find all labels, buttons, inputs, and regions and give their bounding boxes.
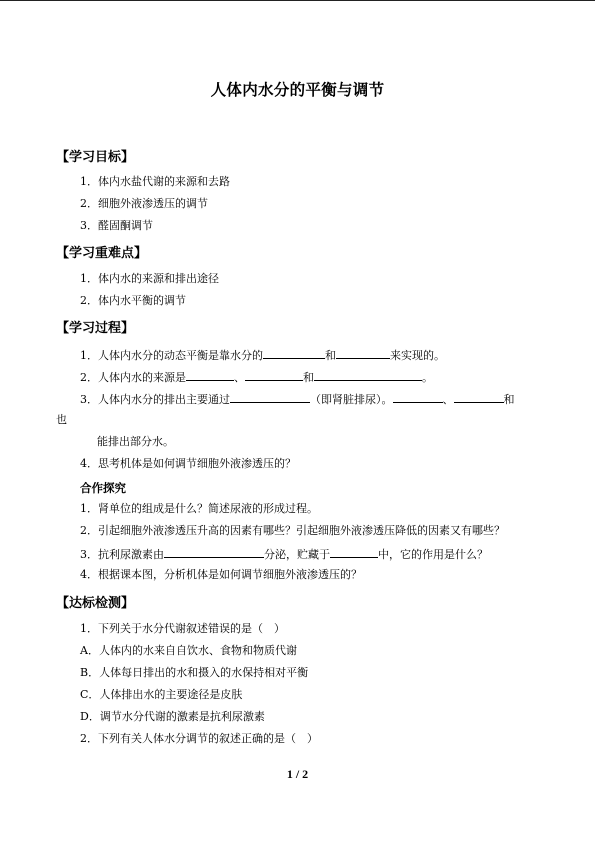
q1-text-c: 来实现的。 — [390, 349, 445, 362]
cooperation-question-3 — [80, 546, 488, 562]
section-heading-process: 【学习过程】 — [56, 321, 135, 336]
q3-continuation: 能排出部分水。 — [97, 435, 174, 448]
test-question-1: 1．下列关于水分代谢叙述错误的是（ ） — [80, 622, 285, 635]
answer-blank[interactable] — [314, 369, 422, 381]
page-title: 人体内水分的平衡与调节 — [210, 81, 385, 99]
answer-blank[interactable] — [186, 369, 234, 381]
q3-text-d: 和 — [503, 393, 515, 406]
answer-blank[interactable] — [164, 546, 264, 558]
test-option-d: D．调节水分代谢的激素是抗利尿激素 — [80, 710, 265, 723]
q1-text-b: 和 — [325, 349, 336, 362]
q3-text-a: 3．人体内水分的排出主要通过 — [80, 393, 230, 406]
process-question-3 — [80, 391, 515, 407]
answer-blank[interactable] — [245, 369, 303, 381]
cooperation-question-4: 4．根据课本图，分析机体是如何调节细胞外液渗透压的？ — [80, 568, 362, 581]
q2-text-a: 2．人体内水的来源是 — [80, 371, 186, 384]
q3-wrap-char: 也 — [56, 413, 67, 426]
coop3-text-c: 中，它的作用是什么？ — [378, 548, 488, 561]
test-option-b: B．人体每日排出的水和摄入的水保持相对平衡 — [80, 666, 309, 679]
goal-item: 1．体内水盐代谢的来源和去路 — [80, 175, 230, 188]
q1-text-a: 1．人体内水分的动态平衡是靠水分的 — [80, 349, 263, 362]
answer-blank[interactable] — [263, 347, 325, 359]
q2-text-b: 、 — [234, 371, 245, 384]
cooperation-question-1: 1．肾单位的组成是什么？简述尿液的形成过程。 — [80, 502, 318, 515]
section-heading-test: 【达标检测】 — [56, 596, 135, 611]
section-heading-key-points: 【学习重难点】 — [56, 246, 148, 261]
page-number: 1 / 2 — [286, 767, 309, 781]
goal-item: 3．醛固酮调节 — [80, 219, 153, 232]
test-option-a: A．人体内的水来自自饮水、食物和物质代谢 — [80, 644, 297, 657]
answer-blank[interactable] — [230, 391, 310, 403]
process-question-1 — [80, 347, 445, 363]
test-option-c: C．人体排出水的主要途径是皮肤 — [80, 688, 243, 701]
q3-text-b: （即肾脏排尿）。 — [310, 393, 393, 406]
coop3-text-b: 分泌，贮藏于 — [264, 548, 330, 561]
key-point-item: 2．体内水平衡的调节 — [80, 294, 186, 307]
cooperation-heading: 合作探究 — [80, 481, 126, 495]
answer-blank[interactable] — [393, 391, 443, 403]
answer-blank[interactable] — [454, 391, 504, 403]
q2-text-c: 和 — [303, 371, 314, 384]
process-question-2 — [80, 369, 433, 385]
process-question-4: 4．思考机体是如何调节细胞外液渗透压的？ — [80, 457, 296, 470]
q2-text-d: 。 — [422, 371, 433, 384]
page-top-rule — [0, 0, 595, 1]
cooperation-question-2: 2．引起细胞外液渗透压升高的因素有哪些？引起细胞外液渗透压降低的因素又有哪些？ — [80, 524, 505, 537]
q3-text-c: 、 — [442, 393, 454, 406]
key-point-item: 1．体内水的来源和排出途径 — [80, 272, 219, 285]
section-heading-goals: 【学习目标】 — [56, 150, 135, 165]
test-question-2: 2．下列有关人体水分调节的叙述正确的是（ ） — [80, 732, 318, 745]
answer-blank[interactable] — [330, 546, 378, 558]
goal-item: 2．细胞外液渗透压的调节 — [80, 197, 208, 210]
coop3-text-a: 3．抗利尿激素由 — [80, 548, 164, 561]
answer-blank[interactable] — [336, 347, 390, 359]
